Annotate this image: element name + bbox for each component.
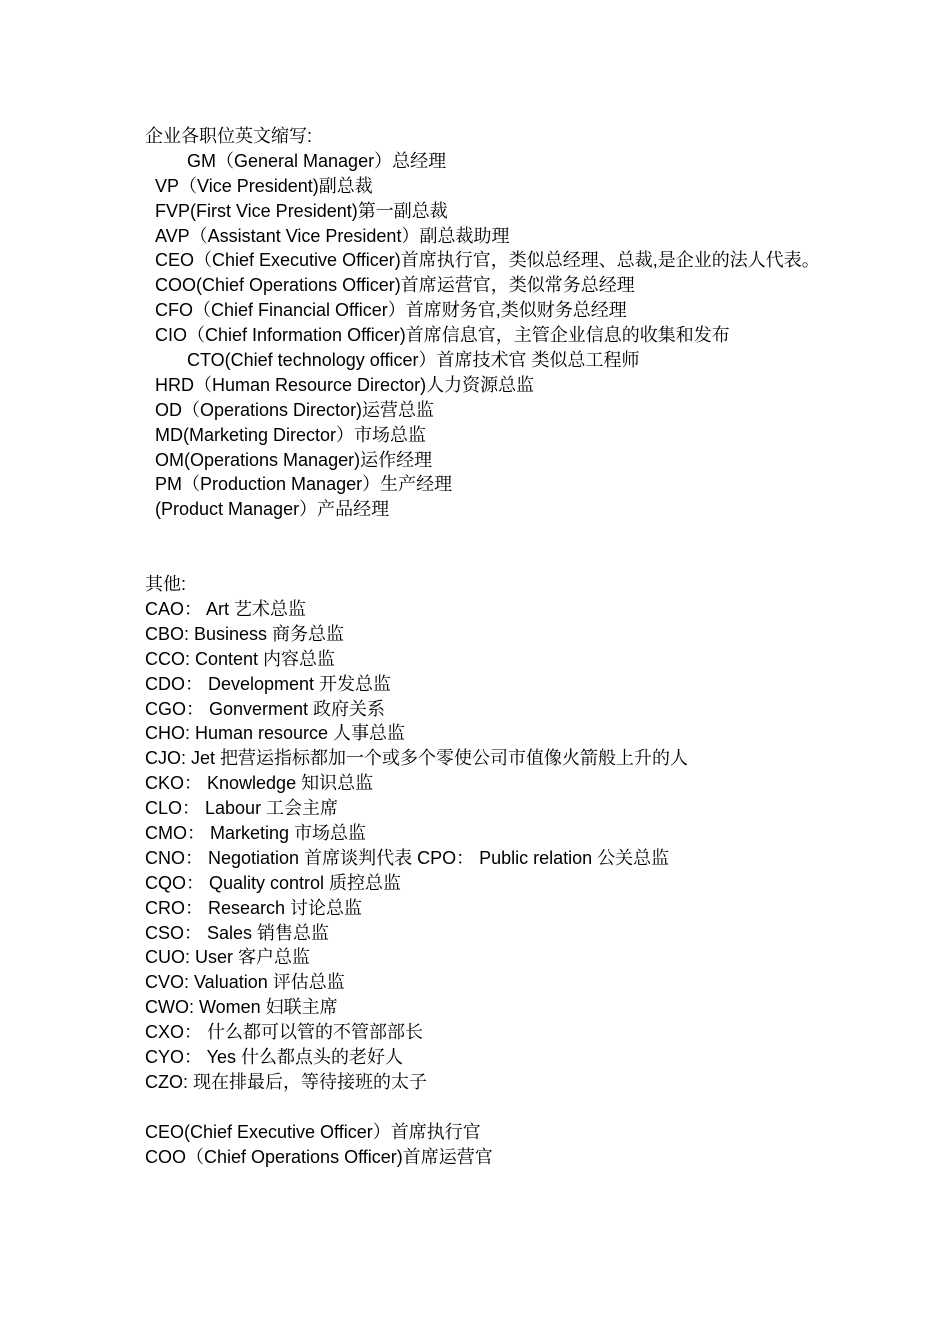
text-line: CDO： Development 开发总监 <box>145 673 392 694</box>
text-line: (Product Manager）产品经理 <box>155 499 390 520</box>
text-line: CTO(Chief technology officer）首席技术官 类似总工程师 <box>187 350 640 371</box>
text-line: CVO: Valuation 评估总监 <box>145 972 345 993</box>
text-line: OM(Operations Manager)运作经理 <box>155 449 433 470</box>
text-line: MD(Marketing Director）市场总监 <box>155 424 427 445</box>
spacer <box>145 1095 825 1120</box>
text-line: OD（Operations Director)运营总监 <box>155 399 435 420</box>
text-line: FVP(First Vice President)第一副总裁 <box>155 200 448 221</box>
document-body <box>145 124 825 1169</box>
text-line: VP（Vice President)副总裁 <box>155 175 373 196</box>
text-line: COO(Chief Operations Officer)首席运营官，类似常务总经理 <box>155 275 635 296</box>
text-line: CQO： Quality control 质控总监 <box>145 872 402 893</box>
text-line: CXO： 什么都可以管的不管部部长 <box>145 1022 424 1043</box>
text-line: HRD（Human Resource Director)人力资源总监 <box>155 374 535 395</box>
section-heading-other: 其他: <box>145 574 187 595</box>
text-line: CYO： Yes 什么都点头的老好人 <box>145 1046 404 1067</box>
text-line: CCO: Content 内容总监 <box>145 648 336 669</box>
text-line: CFO（Chief Financial Officer）首席财务官,类似财务总经理 <box>155 300 627 321</box>
text-line: CGO： Gonverment 政府关系 <box>145 698 386 719</box>
spacer <box>145 522 825 572</box>
text-line: CNO： Negotiation 首席谈判代表 CPO： Public relation 公关总监 <box>145 847 670 868</box>
text-line: GM（General Manager）总经理 <box>187 150 447 171</box>
text-line: CKO： Knowledge 知识总监 <box>145 773 374 794</box>
text-line: CEO（Chief Executive Officer)首席执行官，类似总经理、总裁,是企业的法人代表。 <box>155 250 820 271</box>
text-line: CSO： Sales 销售总监 <box>145 922 330 943</box>
text-line: COO（Chief Operations Officer)首席运营官 <box>145 1146 493 1167</box>
text-line: CWO: Women 妇联主席 <box>145 997 338 1018</box>
text-line: CIO（Chief Information Officer)首席信息官，主管企业信息的收集和发布 <box>155 325 730 346</box>
text-line: CBO: Business 商务总监 <box>145 623 345 644</box>
text-line: CAO： Art 艺术总监 <box>145 598 307 619</box>
text-line: CZO: 现在排最后，等待接班的太子 <box>145 1071 427 1092</box>
text-line: CHO: Human resource 人事总监 <box>145 723 406 744</box>
text-line: CEO(Chief Executive Officer）首席执行官 <box>145 1121 481 1142</box>
text-line: AVP（Assistant Vice President）副总裁助理 <box>155 225 510 246</box>
text-line: CLO： Labour 工会主席 <box>145 798 339 819</box>
text-line: CJO: Jet 把营运指标都加一个或多个零使公司市值像火箭般上升的人 <box>145 748 689 769</box>
text-line: CRO： Research 讨论总监 <box>145 897 363 918</box>
section-heading-positions: 企业各职位英文缩写: <box>145 126 313 146</box>
text-line: CUO: User 客户总监 <box>145 947 311 968</box>
text-line: PM（Production Manager）生产经理 <box>155 474 453 495</box>
text-line: CMO： Marketing 市场总监 <box>145 822 367 843</box>
